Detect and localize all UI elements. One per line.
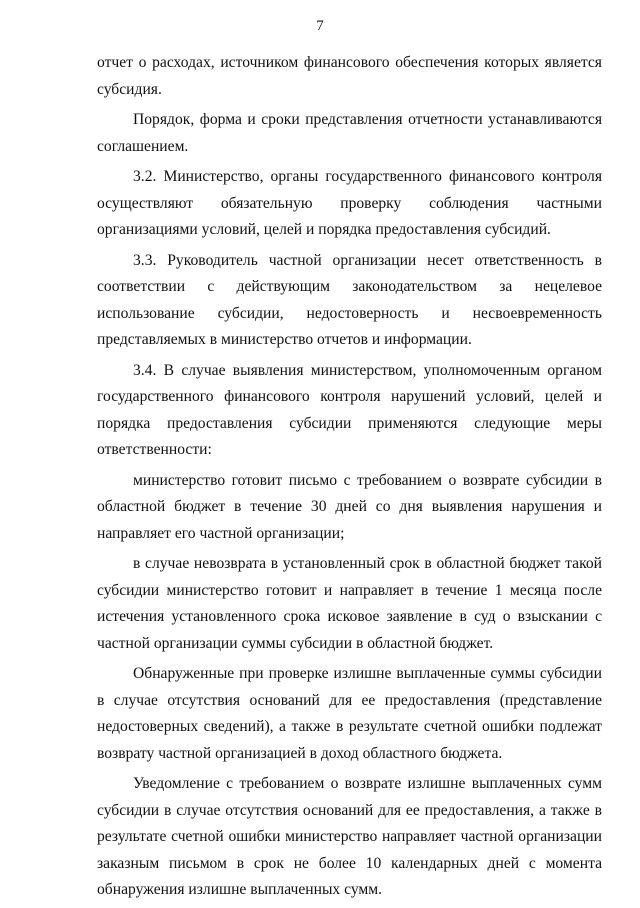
paragraph-report-continuation: отчет о расходах, источником финансового обеспечения которых является субсидия. <box>97 54 602 98</box>
paragraph-overpayment: Обнаруженные при проверке излишне выплаченные суммы субсидии в случае отсутствия оснований для ее предоставления (представление недостоверных сведений), а также в результате счетной ошибки подлежат возврату частной организацией в доход областного бюджета. <box>97 665 602 762</box>
paragraph-3-4: 3.4. В случае выявления министерством, уполномоченным органом государственного финансового контроля нарушений условий, целей и порядка предоставления субсидии применяются следующие меры ответственности: <box>97 361 602 458</box>
paragraph-3-2: 3.2. Министерство, органы государственного финансового контроля осуществляют обязательную проверку соблюдения частными организациями условий, целей и порядка предоставления субсидий. <box>97 168 602 238</box>
page-number: 7 <box>316 18 324 34</box>
paragraph-ministry-letter: министерство готовит письмо с требованием о возврате субсидии в областной бюджет в течение 30 дней со дня выявления нарушения и направляет его частной организации; <box>97 471 602 542</box>
paragraph-reporting-procedure: Порядок, форма и сроки представления отчетности устанавливаются соглашением. <box>97 111 602 155</box>
paragraph-notification: Уведомление с требованием о возврате излишне выплаченных сумм субсидии в случае отсутствия оснований для ее предоставления, а также в результате счетной ошибки министерство направляет частной организации заказным письмом в срок не более 10 календарных дней с момента обнаружения излишне выплаченных сумм. <box>97 775 602 898</box>
paragraph-3-3: 3.3. Руководитель частной организации несет ответственность в соответствии с действующим законодательством за нецелевое использование субсидии, недостоверность и несвоевременность представляемых в министерство отчетов и информации. <box>97 251 602 348</box>
paragraph-lawsuit: в случае невозврата в установленный срок в областной бюджет такой субсидии министерство готовит и направляет в течение 1 месяца после истечения установленного срока исковое заявление в суд о взыскании с частной организации суммы субсидии в областной бюджет. <box>97 555 602 652</box>
document-body <box>97 50 602 908</box>
